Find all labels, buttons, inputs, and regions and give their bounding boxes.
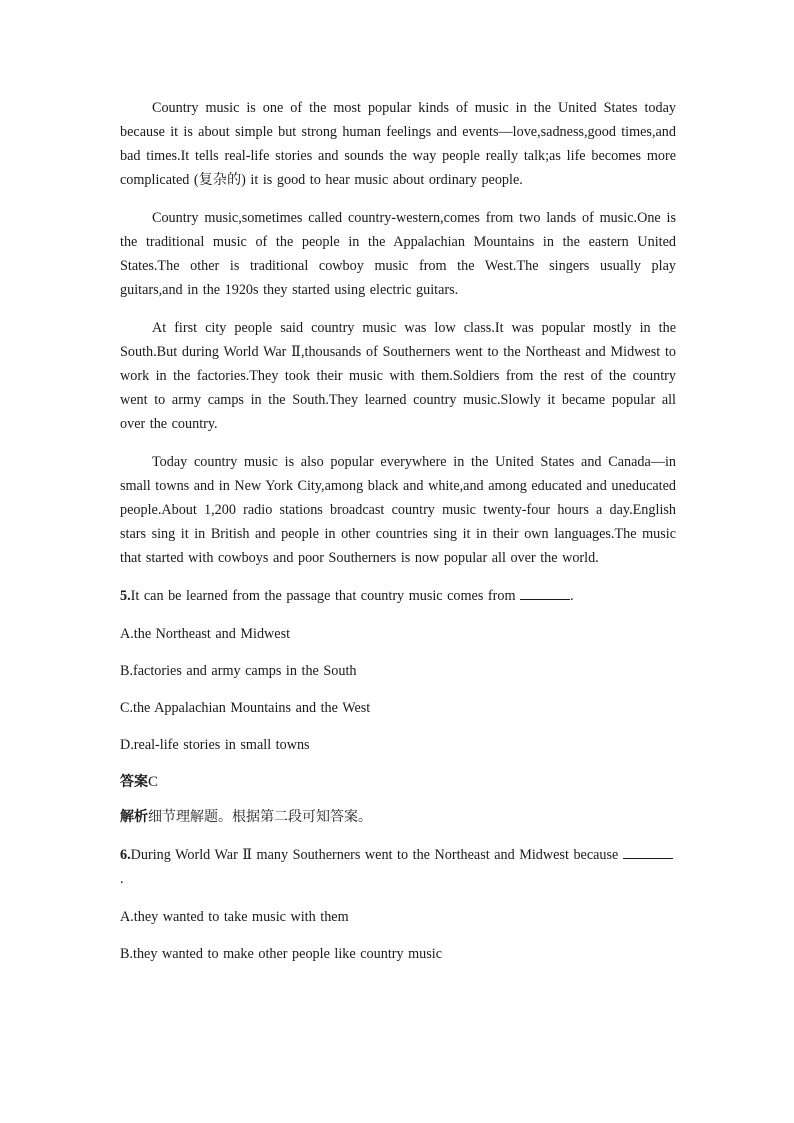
question-5-stem: It can be learned from the passage that country music comes from [130,588,516,604]
question-5-option-b: B.factories and army camps in the South [120,663,357,679]
question-5-number: 5. [120,588,131,604]
question-5-analysis [120,805,676,829]
passage-paragraph-2: Country music,sometimes called country-western,comes from two lands of music.One is the traditional music of the people in the Appalachian Mountains in the eastern United States.The other is traditional cowboy music from the West.The singers usually play guitars,and in the 1920s they started using electric guitars. [120,210,676,298]
question-6 [120,843,676,891]
document-page [120,96,676,979]
question-6-option-a: A.they wanted to take music with them [120,909,349,925]
question-6-end: . [120,871,124,887]
question-5-option-c: C.the Appalachian Mountains and the West [120,700,371,716]
question-5 [120,584,676,608]
answer-value: C [148,774,159,790]
question-5-option-a: A.the Northeast and Midwest [120,626,291,642]
question-5-answer [120,770,676,794]
question-5-end: . [570,588,574,604]
question-5-option-d: D.real-life stories in small towns [120,737,310,753]
passage-paragraph-3: At first city people said country music was low class.It was popular mostly in the South.But during World War Ⅱ,thousands of Southerners went to the Northeast and Midwest to work in the factories.They took their music with them.Soldiers from the rest of the country went to army camps in the South.They learned country music.Slowly it became popular all over the country. [120,320,676,432]
analysis-text: 细节理解题。根据第二段可知答案。 [148,809,372,825]
passage-paragraph-1: Country music is one of the most popular kinds of music in the United States today because it is about simple but strong human feelings and events—love,sadness,good times,and bad times.It tells real-life stories and sounds the way people really talk;as life becomes more complicated (复杂的) it is good to hear music about ordinary people. [120,100,676,188]
passage-paragraph-4: Today country music is also popular everywhere in the United States and Canada—in small towns and in New York City,among black and white,and among educated and uneducated people.About 1,200 radio stations broadcast country music twenty-four hours a day.English stars sing it in British and people in other countries sing it in their own languages.The music that started with cowboys and poor Southerners is now popular all over the world. [120,454,676,566]
question-6-option-b: B.they wanted to make other people like country music [120,946,443,962]
answer-label: 答案 [120,774,148,790]
question-6-stem: During World War Ⅱ many Southerners went to the Northeast and Midwest because [130,847,619,863]
question-6-number: 6. [120,847,131,863]
question-5-blank [520,585,570,600]
question-6-blank [623,844,673,859]
analysis-label: 解析 [120,809,148,825]
